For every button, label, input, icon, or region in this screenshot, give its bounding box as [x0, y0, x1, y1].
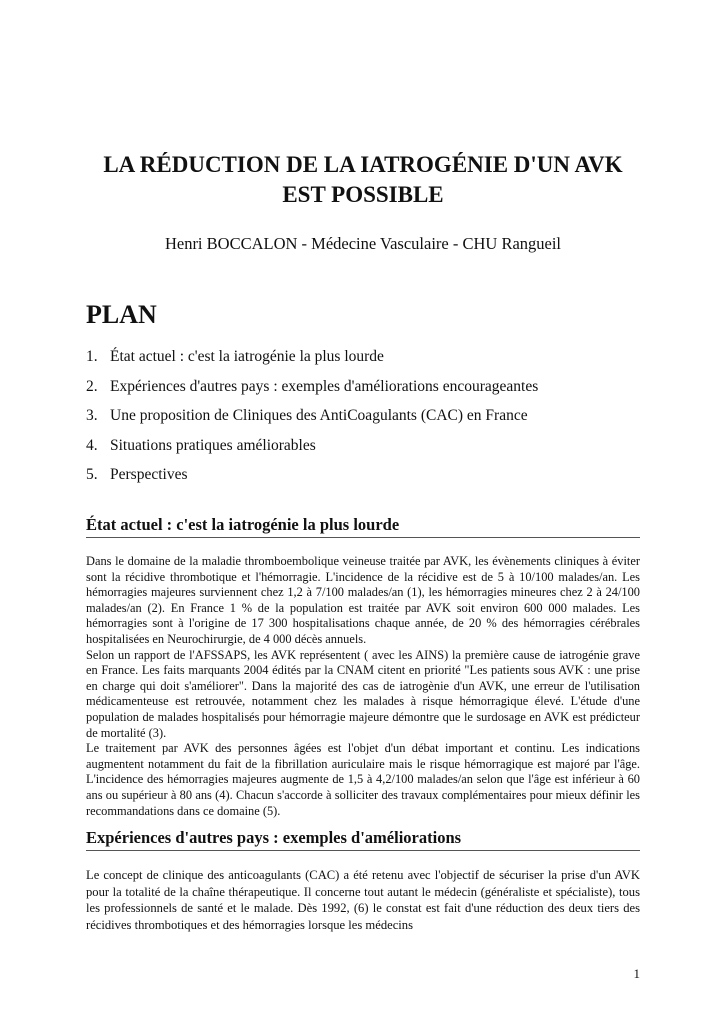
list-text: Perspectives	[110, 466, 188, 483]
list-item	[86, 466, 538, 496]
section-body-etat-actuel	[86, 554, 640, 819]
paragraph: Le traitement par AVK des personnes âgées est l'objet d'un débat important et continu. Les indications augmentent notamment du fait de la fibrillation auriculaire mais le risque hémorragique est majoré par l'âge. L'incidence des hémorragies majeures augmente de 1,5 à 4,2/100 malades/an selon que l'âge est inférieur à 60 ans ou supérieur à 80 ans (4). Chacun s'accorde à solliciter des travaux complémentaires pour mieux définir les recommandations dans ce domaine (5).	[86, 741, 640, 818]
list-number: 1.	[86, 348, 98, 365]
list-text: Expériences d'autres pays : exemples d'améliorations encourageantes	[110, 377, 539, 395]
list-number: 4.	[86, 436, 98, 454]
paragraph: Dans le domaine de la maladie thromboembolique veineuse traitée par AVK, les évènements cliniques à éviter sont la récidive thrombotique et l'hémorragie. L'incidence de la récidive est de 5 à 10/100 malades/an. Les hémorragies majeures surviennent chez 1,2 à 7/100 malades/an (1), les hémorragies mineures chez 2 à 24/100 malades/an (2). En France 1 % de la population est traitée par AVK soit environ 600 000 malades. Les hémorragies sont à l'origine de 17 300 hospitalisations chaque année, de 20 % des hémorragies cérébrales hospitalisées en Neurochirurgie, de 4 000 décès annuels.	[86, 554, 640, 646]
section-heading-etat-actuel: État actuel : c'est la iatrogénie la plus lourde	[86, 515, 640, 538]
page-number: 1	[633, 966, 640, 981]
list-text: Situations pratiques améliorables	[110, 436, 316, 454]
list-item	[86, 407, 538, 437]
list-number: 3.	[86, 407, 98, 424]
section-heading-experiences: Expériences d'autres pays : exemples d'améliorations	[86, 828, 640, 851]
list-number: 5.	[86, 466, 98, 483]
list-number: 2.	[86, 377, 98, 395]
list-item	[86, 437, 538, 467]
section-body-experiences	[86, 867, 640, 933]
paragraph: Selon un rapport de l'AFSSAPS, les AVK représentent ( avec les AINS) la première cause de iatrogénie grave en France. Les faits marquants 2004 édités par la CNAM citent en priorité "Les patients sous AVK : une prise en charge qui doit s'améliorer". Dans la majorité des cas de iatrogènie d'un AVK, une erreur de l'utilisation médicamenteuse est retrouvée, notamment chez les malades à risque hémorragique élevé. L'étude d'une population de malades hospitalisés pour hémorragie majeure démontre que le surdosage en AVK est prédicteur de mortalité (3).	[86, 647, 640, 740]
paragraph: Le concept de clinique des anticoagulants (CAC) a été retenu avec l'objectif de sécuriser la prise d'un AVK pour la totalité de la chaîne thérapeutique. Il concerne tout autant le médecin (généraliste et spécialiste), tous les professionnels de santé et le malade. Dès 1992, (6) le constat est fait d'une réduction des deux tiers des récidives thrombotiques et des hémorragies lorsque les médecins	[86, 868, 640, 932]
list-text: Une proposition de Cliniques des AntiCoagulants (CAC) en France	[110, 407, 528, 424]
plan-heading: PLAN	[86, 300, 157, 329]
list-item	[86, 378, 538, 408]
list-item	[86, 348, 538, 378]
plan-list	[86, 348, 538, 496]
document-title: LA RÉDUCTION DE LA IATROGÉNIE D'UN AVK EST POSSIBLE	[103, 152, 623, 207]
list-text: État actuel : c'est la iatrogénie la plus lourde	[110, 348, 384, 365]
author-line: Henri BOCCALON - Médecine Vasculaire - CHU Rangueil	[164, 234, 562, 253]
